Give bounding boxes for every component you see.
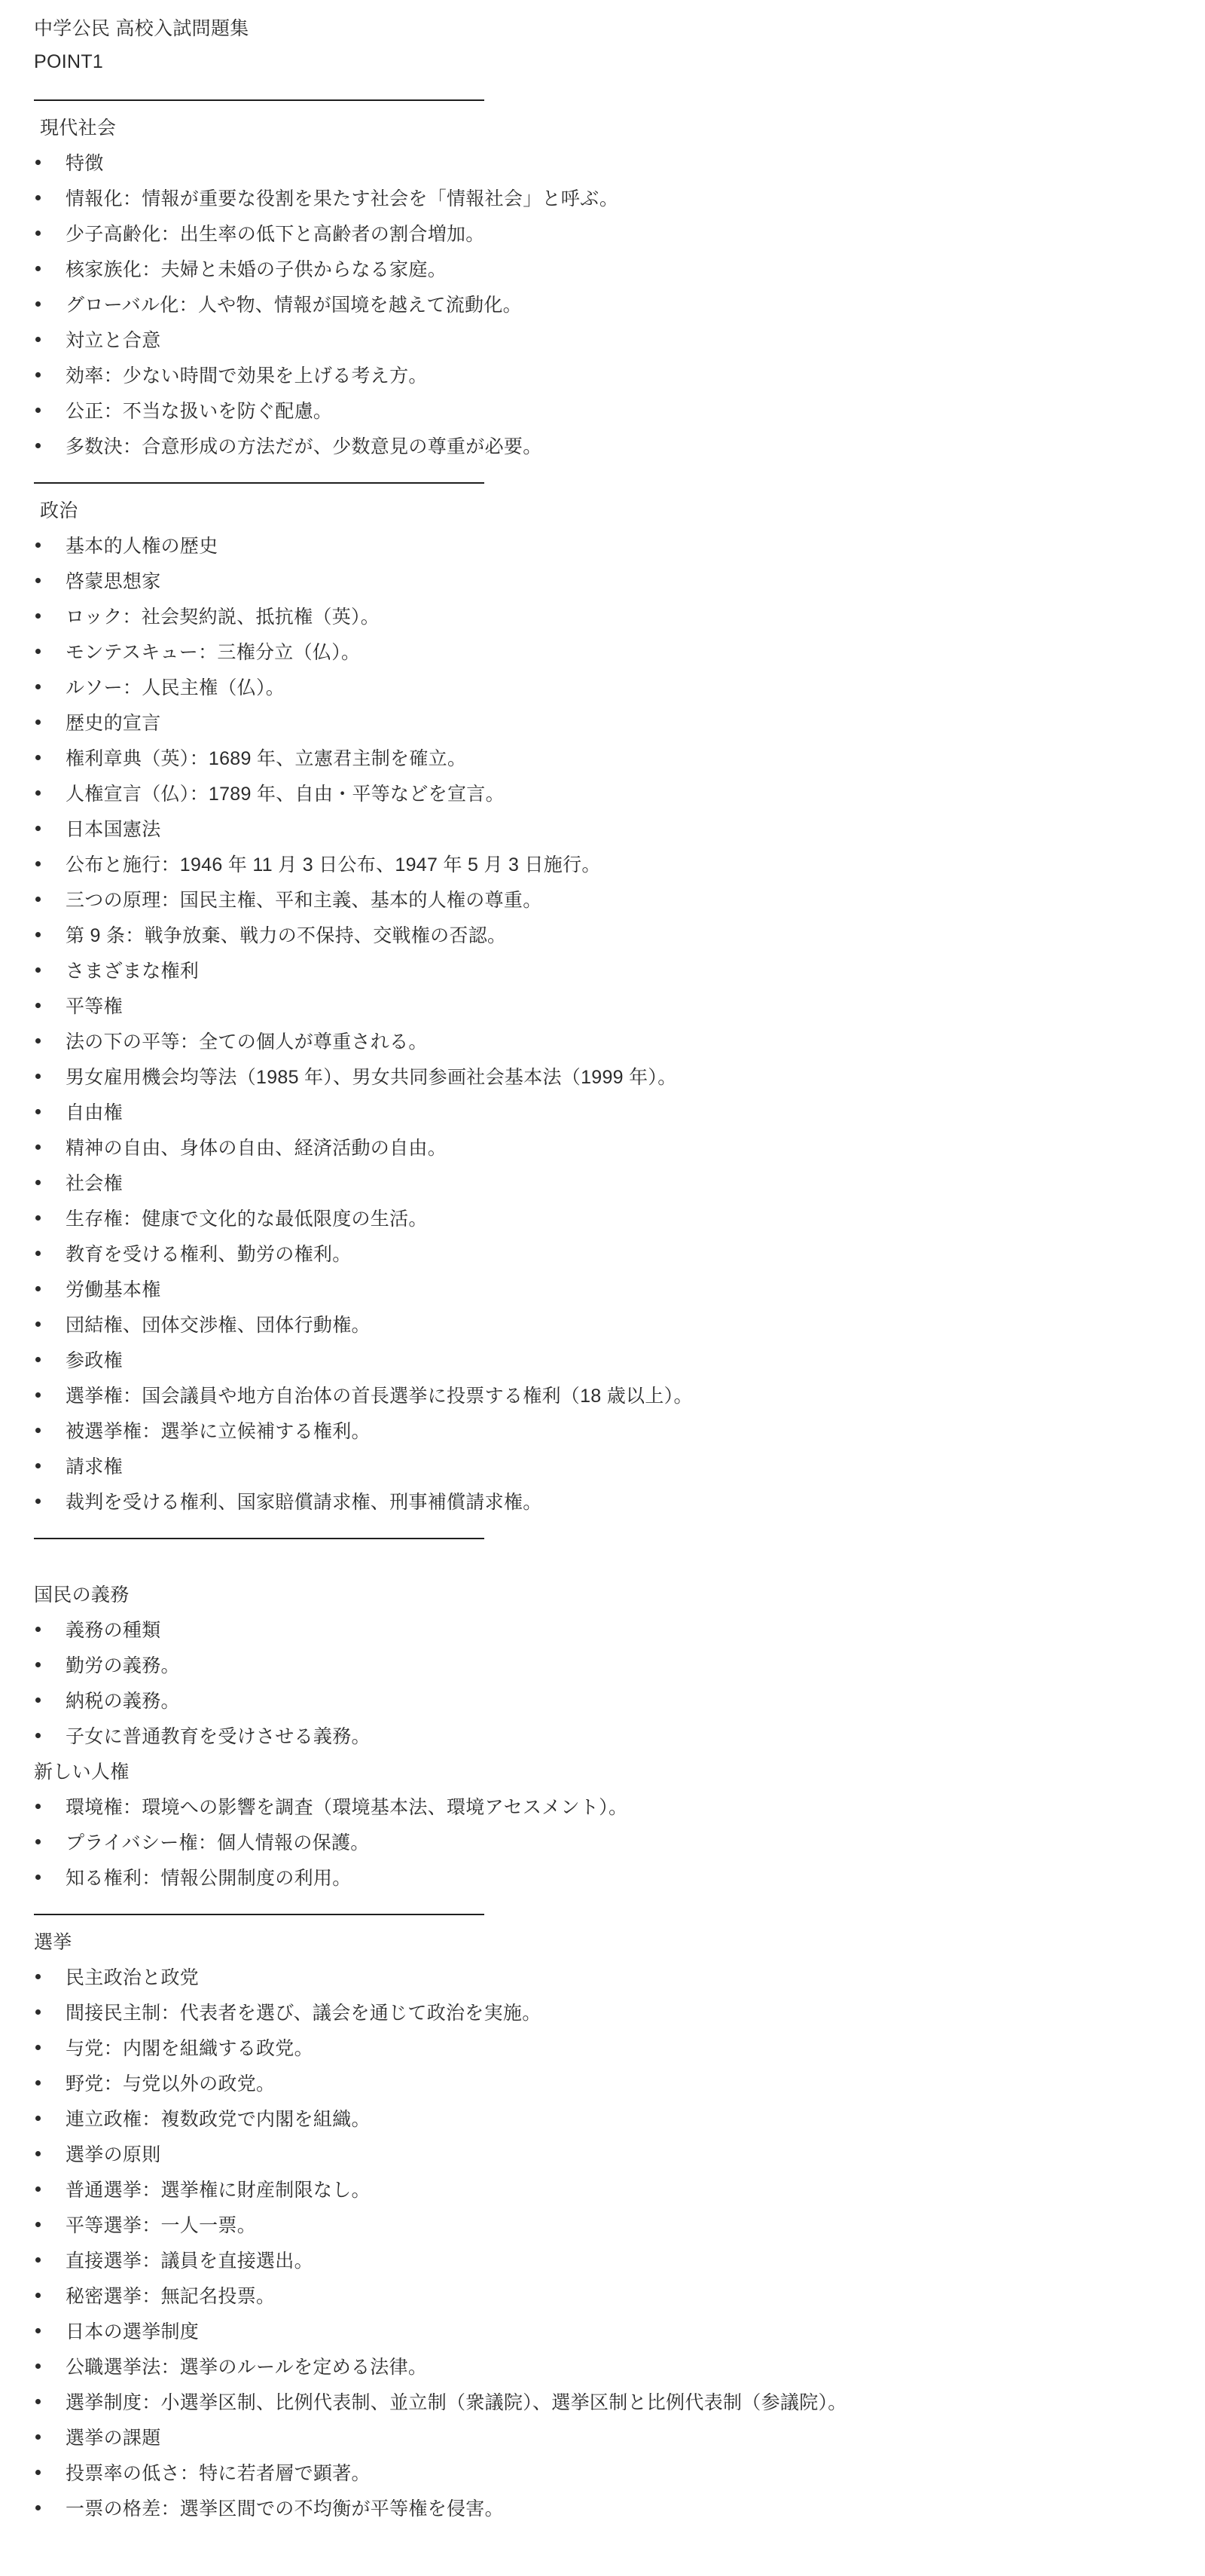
bullet-item [34, 775, 1175, 810]
bullet-text: 精神の自由、身体の自由、経済活動の自由。 [66, 1137, 447, 1159]
bullet-text: さまざまな権利 [66, 960, 200, 982]
bullet-item [34, 952, 1175, 987]
bullet-text: 基本的人権の歴史 [66, 535, 218, 557]
bullet-item [34, 1859, 1175, 1894]
bullet-text: 普通選挙：選挙権に財産制限なし。 [66, 2179, 371, 2201]
bullet-item [34, 2029, 1175, 2064]
bullet-dot-icon [35, 897, 41, 902]
bullet-dot-icon [35, 2470, 41, 2475]
bullet-dot-icon [35, 542, 41, 548]
bullet-text: 人権宣言（仏）：1789 年、自由・平等などを宣言。 [66, 783, 505, 805]
bullet-text: 請求権 [66, 1456, 123, 1477]
bullet-item [34, 1717, 1175, 1752]
content [34, 99, 1175, 2525]
bullet-dot-icon [35, 826, 41, 831]
bullet-dot-icon [35, 1038, 41, 1044]
bullet-item [34, 1199, 1175, 1235]
bullet-item [34, 250, 1175, 286]
bullet-dot-icon [35, 649, 41, 654]
bullet-dot-icon [35, 2293, 41, 2298]
bullet-item [34, 144, 1175, 179]
bullet-dot-icon [35, 408, 41, 413]
bullet-item [34, 2383, 1175, 2419]
bullet-item [34, 2064, 1175, 2100]
bullet-text: 平等選挙：一人一票。 [66, 2214, 257, 2236]
bullet-item [34, 2348, 1175, 2383]
bullet-text: 選挙の課題 [66, 2427, 161, 2449]
bullet-text: 野党：与党以外の政党。 [66, 2073, 276, 2095]
section-divider [34, 99, 484, 101]
bullet-dot-icon [35, 1003, 41, 1008]
bullet-dot-icon [35, 1697, 41, 1703]
bullet-item [34, 392, 1175, 427]
bullet-dot-icon [35, 337, 41, 342]
bullet-item [34, 1377, 1175, 1412]
bullet-dot-icon [35, 1144, 41, 1150]
bullet-text: 民主政治と政党 [66, 1966, 200, 1988]
bullet-dot-icon [35, 1733, 41, 1738]
bullet-item [34, 1306, 1175, 1341]
bullet-item [34, 1646, 1175, 1682]
section-header: 選挙 [34, 1931, 72, 1953]
bullet-item [34, 1164, 1175, 1199]
bullet-item [34, 1788, 1175, 1823]
bullet-item [34, 1823, 1175, 1859]
bullet-text: 間接民主制：代表者を選び、議会を通じて政治を実施。 [66, 2002, 541, 2024]
bullet-dot-icon [35, 2222, 41, 2227]
bullet-dot-icon [35, 790, 41, 796]
bullet-dot-icon [35, 2151, 41, 2156]
bullet-dot-icon [35, 1627, 41, 1632]
bullet-dot-icon [35, 1463, 41, 1468]
bullet-dot-icon [35, 755, 41, 760]
bullet-item [34, 1994, 1175, 2029]
bullet-item [34, 1022, 1175, 1058]
bullet-text: 男女雇用機会均等法（1985 年）、男女共同参画社会基本法（1999 年）。 [66, 1066, 677, 1088]
bullet-dot-icon [35, 2399, 41, 2404]
bullet-text: 公布と施行：1946 年 11 月 3 日公布、1947 年 5 月 3 日施行。 [66, 854, 601, 875]
bullet-item [34, 1682, 1175, 1717]
bullet-dot-icon [35, 1074, 41, 1079]
bullet-dot-icon [35, 443, 41, 448]
document-title: 中学公民 高校入試問題集 [34, 17, 249, 39]
bullet-dot-icon [35, 1392, 41, 1398]
bullet-item [34, 1447, 1175, 1483]
bullet-dot-icon [35, 1875, 41, 1880]
bullet-text: プライバシー権：個人情報の保護。 [66, 1832, 370, 1853]
bullet-item [34, 2277, 1175, 2312]
section-header: 国民の義務 [34, 1584, 130, 1606]
bullet-dot-icon [35, 195, 41, 200]
bullet-text: 特徴 [66, 152, 104, 174]
bullet-text: 参政権 [66, 1349, 123, 1371]
bullet-item [34, 1483, 1175, 1518]
bullet-text: 選挙権：国会議員や地方自治体の首長選挙に投票する権利（18 歳以上）。 [66, 1385, 693, 1407]
bullet-item [34, 2419, 1175, 2454]
bullet-text: 団結権、団体交渉権、団体行動権。 [66, 1314, 371, 1336]
bullet-dot-icon [35, 2116, 41, 2121]
bullet-text: 投票率の低さ：特に若者層で顕著。 [66, 2462, 371, 2484]
bullet-text: 納税の義務。 [66, 1690, 180, 1712]
bullet-text: モンテスキュー：三権分立（仏）。 [66, 641, 361, 663]
bullet-dot-icon [35, 861, 41, 866]
bullet-dot-icon [35, 578, 41, 583]
bullet-item [34, 1958, 1175, 1994]
bullet-dot-icon [35, 2045, 41, 2050]
bullet-dot-icon [35, 2364, 41, 2369]
section-divider [34, 1914, 484, 1915]
bullet-item [34, 179, 1175, 215]
bullet-item [34, 1235, 1175, 1270]
bullet-text: 労働基本権 [66, 1279, 161, 1300]
section-divider [34, 1538, 484, 1539]
bullet-text: 勤労の義務。 [66, 1655, 180, 1676]
bullet-item [34, 633, 1175, 668]
bullet-dot-icon [35, 372, 41, 377]
bullet-text: 多数決：合意形成の方法だが、少数意見の尊重が必要。 [66, 435, 542, 457]
bullet-text: 選挙制度：小選挙区制、比例代表制、並立制（衆議院）、選挙区制と比例代表制（参議院）。 [66, 2391, 847, 2413]
bullet-text: 歴史的宣言 [66, 712, 161, 734]
bullet-text: 日本国憲法 [66, 818, 161, 840]
bullet-item [34, 1058, 1175, 1093]
bullet-dot-icon [35, 301, 41, 307]
bullet-dot-icon [35, 2505, 41, 2510]
bullet-item [34, 2489, 1175, 2525]
bullet-dot-icon [35, 1215, 41, 1221]
bullet-item [34, 1611, 1175, 1646]
bullet-item [34, 1093, 1175, 1129]
bullet-dot-icon [35, 1839, 41, 1844]
bullet-item [34, 2100, 1175, 2135]
bullet-text: 教育を受ける権利、勤労の権利。 [66, 1243, 352, 1265]
bullet-item [34, 2171, 1175, 2206]
bullet-dot-icon [35, 613, 41, 619]
section-divider [34, 482, 484, 484]
bullet-text: 核家族化：夫婦と未婚の子供からなる家庭。 [66, 258, 447, 280]
point-label: POINT1 [34, 51, 104, 72]
bullet-dot-icon [35, 684, 41, 689]
bullet-text: 第 9 条：戦争放棄、戦力の不保持、交戦権の否認。 [66, 924, 507, 946]
bullet-text: 自由権 [66, 1102, 123, 1123]
bullet-dot-icon [35, 932, 41, 937]
bullet-text: 啓蒙思想家 [66, 570, 161, 592]
bullet-dot-icon [35, 1322, 41, 1327]
bullet-dot-icon [35, 720, 41, 725]
bullet-text: グローバル化：人や物、情報が国境を越えて流動化。 [66, 294, 522, 316]
bullet-text: 法の下の平等：全ての個人が尊重される。 [66, 1031, 428, 1053]
bullet-dot-icon [35, 1428, 41, 1433]
bullet-text: 環境権：環境への影響を調査（環境基本法、環境アセスメント）。 [66, 1796, 628, 1818]
bullet-text: 平等権 [66, 995, 123, 1017]
bullet-dot-icon [35, 1251, 41, 1256]
bullet-item [34, 2312, 1175, 2348]
bullet-item [34, 527, 1175, 562]
bullet-dot-icon [35, 2080, 41, 2086]
bullet-item [34, 1129, 1175, 1164]
bullet-item [34, 321, 1175, 356]
bullet-text: 裁判を受ける権利、国家賠償請求権、刑事補償請求権。 [66, 1491, 542, 1513]
bullet-dot-icon [35, 967, 41, 973]
bullet-dot-icon [35, 266, 41, 271]
bullet-text: 与党：内閣を組織する政党。 [66, 2037, 313, 2059]
bullet-item [34, 987, 1175, 1022]
bullet-text: 義務の種類 [66, 1619, 161, 1641]
bullet-item [34, 1341, 1175, 1377]
bullet-dot-icon [35, 2434, 41, 2440]
bullet-dot-icon [35, 1357, 41, 1362]
bullet-text: 秘密選挙：無記名投票。 [66, 2285, 276, 2307]
bullet-text: 子女に普通教育を受けさせる義務。 [66, 1725, 371, 1747]
bullet-item [34, 2454, 1175, 2489]
bullet-text: 直接選挙：議員を直接選出。 [66, 2250, 313, 2272]
bullet-text: 対立と合意 [66, 329, 161, 351]
bullet-item [34, 597, 1175, 633]
bullet-dot-icon [35, 1499, 41, 1504]
bullet-text: 効率：少ない時間で効果を上げる考え方。 [66, 365, 428, 387]
bullet-item [34, 427, 1175, 463]
bullet-text: 社会権 [66, 1172, 123, 1194]
bullet-item [34, 704, 1175, 739]
bullet-text: 連立政権：複数政党で内閣を組織。 [66, 2108, 371, 2130]
bullet-text: 公正：不当な扱いを防ぐ配慮。 [66, 400, 333, 422]
bullet-dot-icon [35, 1804, 41, 1809]
bullet-dot-icon [35, 2257, 41, 2263]
bullet-text: 選挙の原則 [66, 2144, 161, 2165]
section-header: 現代社会 [40, 117, 117, 139]
bullet-item [34, 562, 1175, 597]
bullet-dot-icon [35, 2328, 41, 2333]
bullet-item [34, 286, 1175, 321]
bullet-dot-icon [35, 1286, 41, 1291]
bullet-item [34, 916, 1175, 952]
bullet-text: 一票の格差：選挙区間での不均衡が平等権を侵害。 [66, 2498, 504, 2519]
bullet-text: 情報化：情報が重要な役割を果たす社会を「情報社会」と呼ぶ。 [66, 188, 619, 209]
bullet-text: 被選挙権：選挙に立候補する権利。 [66, 1420, 371, 1442]
bullet-item [34, 215, 1175, 250]
bullet-dot-icon [35, 1109, 41, 1114]
bullet-dot-icon [35, 231, 41, 236]
bullet-text: 権利章典（英）：1689 年、立憲君主制を確立。 [66, 747, 467, 769]
bullet-item [34, 2206, 1175, 2241]
bullet-dot-icon [35, 2186, 41, 2192]
bullet-dot-icon [35, 1662, 41, 1667]
bullet-item [34, 1270, 1175, 1306]
bullet-text: 少子高齢化：出生率の低下と高齢者の割合増加。 [66, 223, 485, 245]
bullet-item [34, 739, 1175, 775]
bullet-item [34, 2135, 1175, 2171]
bullet-item [34, 810, 1175, 845]
bullet-dot-icon [35, 1974, 41, 1979]
bullet-text: ルソー：人民主権（仏）。 [66, 677, 285, 698]
bullet-text: 日本の選挙制度 [66, 2321, 200, 2342]
section-header: 新しい人権 [34, 1761, 130, 1783]
bullet-dot-icon [35, 2009, 41, 2015]
bullet-text: 公職選挙法：選挙のルールを定める法律。 [66, 2356, 428, 2378]
bullet-item [34, 668, 1175, 704]
bullet-dot-icon [35, 160, 41, 165]
bullet-item [34, 1412, 1175, 1447]
bullet-item [34, 356, 1175, 392]
section-header: 政治 [40, 500, 78, 521]
bullet-dot-icon [35, 1180, 41, 1185]
bullet-item [34, 881, 1175, 916]
bullet-text: 生存権：健康で文化的な最低限度の生活。 [66, 1208, 428, 1230]
bullet-text: 三つの原理：国民主権、平和主義、基本的人権の尊重。 [66, 889, 542, 911]
bullet-text: ロック：社会契約説、抵抗権（英）。 [66, 606, 380, 628]
bullet-item [34, 845, 1175, 881]
bullet-text: 知る権利：情報公開制度の利用。 [66, 1867, 352, 1889]
bullet-item [34, 2241, 1175, 2277]
